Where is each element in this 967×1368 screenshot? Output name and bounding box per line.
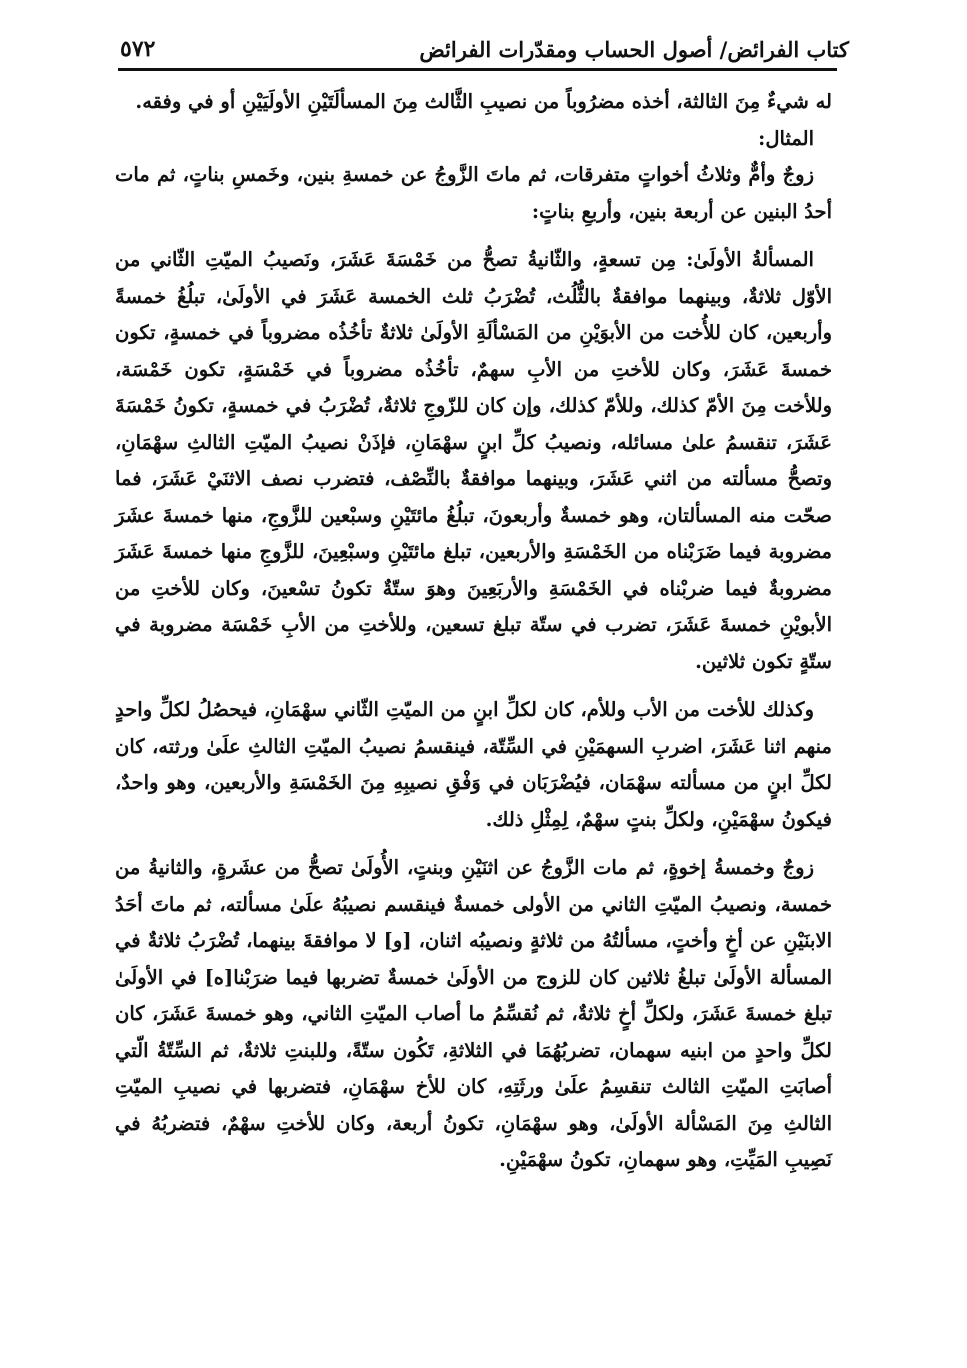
page-header xyxy=(120,26,849,62)
first-issue-text: مِن تسعةٍ، والثّانيةُ تصحُّ من خَمْسَةَ عَشَرَ، ونَصيبُ الميّتِ الثّاني من الأوّل ثلاثةٌ، وبينهما موافقةٌ بالثُّلُث، تُضْرَبُ ثلث الخمسة عَشَرَ في الأولَىٰ، تبلُغُ خمسةً وأربعين، كان للأُخت من الأبوَيْنِ من المَسْألَةِ الأولَىٰ ثلاثةٌ تأخُذُه مضروباً في خمسةٍ، تكون خمسةَ عَشَرَ، وكان للأختِ من الأبِ سهمٌ، تأخُذُه مضروباً في خَمْسَةٍ، تكون خَمْسَة، وللأخت مِنَ الأمّ كذلك، وللأمّ كذلك، وإن كان للزّوجِ ثلاثةٌ، تُضْرَبُ في خمسةٍ، تكونُ خَمْسَةَ عَشَرَ، تنقسمُ علىٰ مسائله، ونصيبُ كلِّ ابنٍ سهْمَانِ، فإذَنْ نصيبُ الميّتِ الثالثِ سهْمَانِ، وتصحُّ مسألته من اثني عَشَرَ، وبينهما موافقةٌ بالنِّصْف، فتضرب نصف الاثنَيْ عَشَرَ، فما صحّت منه المسألتان، وهو خمسةٌ وأربعونَ، تبلُغُ مائتَيْنِ وسبْعين للزَّوجِ، منها خمسةَ عشَرَ مضروبة فيما ضَرَبْناه من الخَمْسَةِ والأربعين، تبلغ مائتَيْنِ وسبْعِينَ، للزَّوجِ منها خمسةَ عَشَرَ مضروبةٌ فيما ضربْناه في الخَمْسَةِ والأربَعِينَ وهوَ ستّةٌ تكونُ تسْعينَ، وكان للأختِ من الأبويْنِ خمسةَ عَشَرَ، تضرب في ستّة تبلغ تسعين، وللأختِ من الأبِ خَمْسَة مضروبة في ستّةٍ تكون ثلاثين. xyxy=(115,248,832,673)
header-divider xyxy=(118,68,837,71)
example-heading xyxy=(115,121,832,158)
example-label: المثال: xyxy=(758,126,814,150)
siblings-paragraph: وكذلك للأخت من الأب وللأم، كان لكلِّ ابنٍ من الميّتِ الثّاني سهْمَانِ، فيحصُلُ لكلِّ واحدٍ منهم اثنا عَشَرَ، اضربِ السهمَيْنِ في السِّتّة، فينقسمُ نصيبُ الميّتِ الثالثِ علَىٰ ورثته، كان لكلِّ ابنٍ من مسألته سهْمَان، فيُضْرَبَان في وَفْقِ نصيبِهِ مِنَ الخَمْسَةِ والأربعين، وهو واحدٌ، فيكونُ سهْمَيْنِ، ولكلِّ بنتٍ سهْمٌ، لِمِثْلِ ذلك. xyxy=(115,698,832,831)
first-issue-paragraph xyxy=(115,242,832,680)
paragraph-continuation: له شيءٌ مِنَ الثالثة، أخذه مضرُوباً من نصيبِ الثَّالث مِنَ المسألَتَيْنِ الأولَيَيْنِ أو في وفقه. xyxy=(135,90,832,113)
page-number: ٥٧٢ xyxy=(120,36,156,62)
page-body xyxy=(115,84,832,1191)
example-paragraph: زوجٌ وأمٌّ وثلاثُ أخواتٍ متفرقات، ثم ماتَ الزَّوجُ عن خمسةِ بنين، وخَمسِ بناتٍ، ثم مات أحدُ البنين عن أربعة بنين، وأربعِ بناتٍ: xyxy=(115,163,832,223)
running-title: كتاب الفرائض/ أصول الحساب ومقدّرات الفرائض xyxy=(419,37,849,62)
first-issue-label: المسألةُ الأولَىٰ: xyxy=(686,248,814,271)
second-example-paragraph: زوجٌ وخمسةُ إخوةٍ، ثم مات الزَّوجُ عن اثنَيْنِ وبنتٍ، الأُولَىٰ تصحُّ من عشَرةٍ، والثانيةُ من خمسة، ونصيبُ الميّتِ الثاني من الأولى خمسةٌ فينقسم نصيبُهُ علَىٰ مسألته، ثم ماتَ أحَدُ الابنَيْنِ عن أخٍ وأختٍ، مسألتُهُ من ثلاثةٍ ونصيبُه اثنان، [و] لا موافقةَ بينهما، تُضْرَبُ ثلاثةٌ في المسألة الأولَىٰ تبلغُ ثلاثين كان للزوج من الأولَىٰ خمسةٌ تضربها فيما ضرَبْنا[ه] في الأولَىٰ تبلغ خمسةَ عَشَرَ، ولكلِّ أخٍ ثلاثةٌ، ثم نُقسِّمُ ما أصاب الميّتِ الثاني، وهو خمسةَ عَشَرَ، كان لكلِّ واحدٍ من ابنيه سهمان، تضربُهُمَا في الثلاثةِ، تَكُون ستّةً، وللبنتِ ثلاثةٌ، ثم السِّتّةُ الّتي أصابَتِ الميّتِ الثالث تنقسِمُ علَىٰ ورثَتِهِ، كان للأخ سهْمَانِ، فتضربها في نصيبِ الميّتِ الثالثِ مِنَ المَسْألة الأولَىٰ، وهو سهْمَانِ، تكونُ أربعة، وكان للأختِ سهْمٌ، فتضربُهُ في نَصِيبِ المَيِّتِ، وهو سهمانِ، تكونُ سهْمَيْنِ. xyxy=(115,856,832,1171)
